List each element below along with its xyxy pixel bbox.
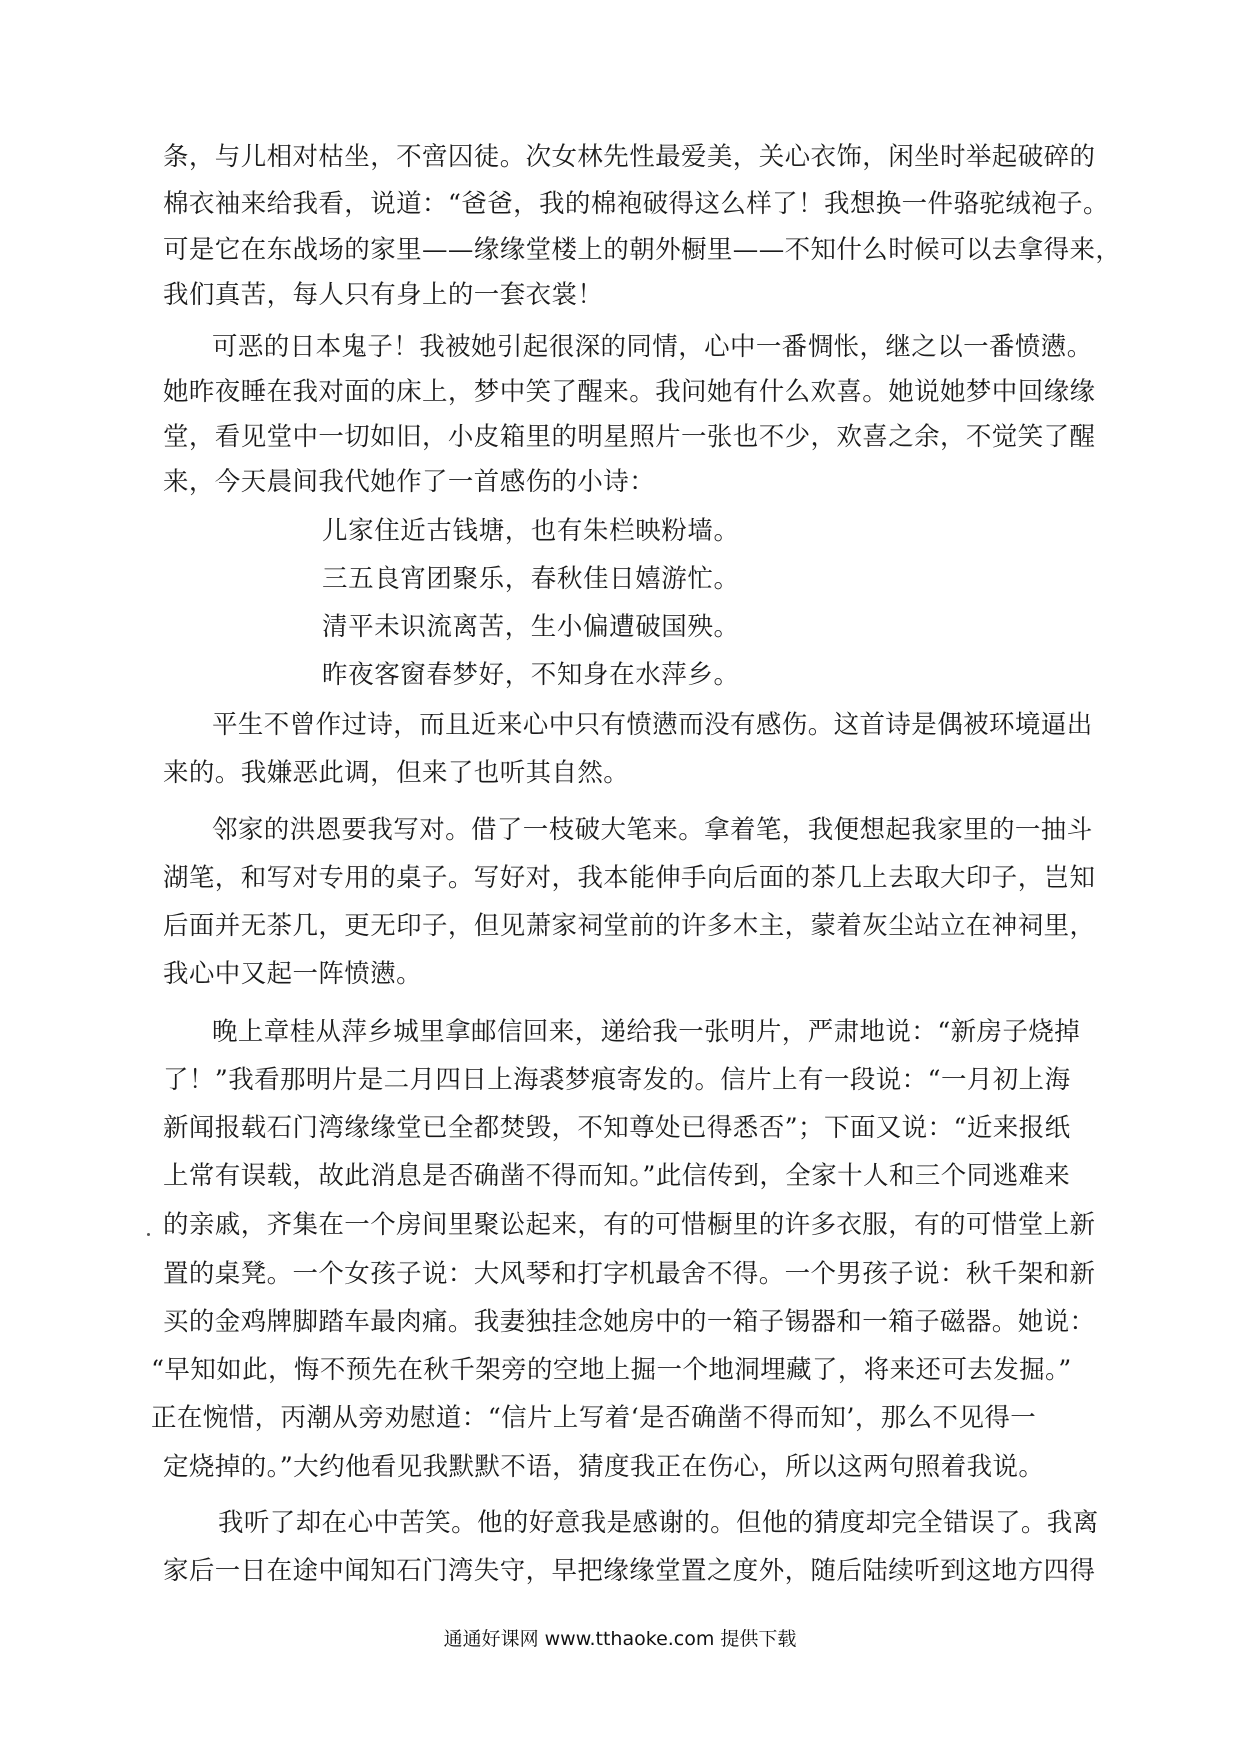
text-line: 堂，看见堂中一切如旧，小皮箱里的明星照片一张也不少，欢喜之余，不觉笑了醒 — [163, 422, 1096, 452]
text-line: 晚上章桂从萍乡城里拿邮信回来，递给我一张明片，严肃地说：“新房子烧掉 — [212, 1017, 1081, 1047]
text-line: 棉衣袖来给我看，说道：“爸爸，我的棉袍破得这么样了！我想换一件骆驼绒袍子。 — [163, 189, 1109, 219]
text-line: 可恶的日本鬼子！我被她引起很深的同情，心中一番惆怅，继之以一番愤懑。 — [212, 332, 1093, 362]
text-line: 邻家的洪恩要我写对。借了一枝破大笔来。拿着笔，我便想起我家里的一抽斗 — [212, 815, 1093, 845]
text-line: 我听了却在心中苦笑。他的好意我是感谢的。但他的猜度却完全错误了。我离 — [218, 1508, 1099, 1538]
scan-speck — [147, 1233, 150, 1236]
text-line: 来，今天晨间我代她作了一首感伤的小诗： — [163, 467, 656, 497]
text-line: 置的桌凳。一个女孩子说：大风琴和打字机最舍不得。一个男孩子说：秋千架和新 — [163, 1259, 1096, 1289]
text-line: 我心中又起一阵愤懑。 — [163, 959, 423, 989]
text-line: “早知如此，悔不预先在秋千架旁的空地上掘一个地洞埋藏了，将来还可去发掘。” — [151, 1355, 1072, 1385]
text-line: 新闻报载石门湾缘缘堂已全都焚毁，不知尊处已得悉否”；下面又说：“近来报纸 — [163, 1113, 1071, 1143]
text-line: 后面并无茶几，更无印子，但见萧家祠堂前的许多木主，蒙着灰尘站立在神祠里， — [163, 911, 1096, 941]
text-line: 定烧掉的。”大约他看见我默默不语，猜度我正在伤心，所以这两句照着我说。 — [163, 1452, 1045, 1482]
text-line: 了！”我看那明片是二月四日上海裘梦痕寄发的。信片上有一段说：“一月初上海 — [163, 1065, 1071, 1095]
text-line: 湖笔，和写对专用的桌子。写好对，我本能伸手向后面的茶几上去取大印子，岂知 — [163, 863, 1096, 893]
text-line: 正在惋惜，丙潮从旁劝慰道：“信片上写着‘是否确凿不得而知’，那么不见得一 — [151, 1403, 1037, 1433]
text-line: 条，与儿相对枯坐，不啻囚徒。次女林先性最爱美，关心衣饰，闲坐时举起破碎的 — [163, 142, 1096, 172]
text-line: 我们真苦，每人只有身上的一套衣裳！ — [163, 280, 604, 310]
text-line: 来的。我嫌恶此调，但来了也听其自然。 — [163, 758, 630, 788]
text-line: 的亲戚，齐集在一个房间里聚讼起来，有的可惜橱里的许多衣服，有的可惜堂上新 — [163, 1210, 1096, 1240]
text-line: 上常有误载，故此消息是否确凿不得而知。”此信传到，全家十人和三个同逃难来 — [163, 1161, 1071, 1191]
text-line: 家后一日在途中闻知石门湾失守，早把缘缘堂置之度外，随后陆续听到这地方四得 — [163, 1556, 1096, 1586]
text-line: 买的金鸡牌脚踏车最肉痛。我妻独挂念她房中的一箱子锡器和一箱子磁器。她说： — [163, 1307, 1096, 1337]
text-line: 可是它在东战场的家里——缘缘堂楼上的朝外橱里——不知什么时候可以去拿得来， — [163, 235, 1122, 265]
poem-line: 儿家住近古钱塘，也有朱栏映粉墙。 — [322, 516, 740, 546]
poem-line: 三五良宵团聚乐，春秋佳日嬉游忙。 — [322, 564, 740, 594]
poem-line: 清平未识流离苦，生小偏遭破国殃。 — [322, 612, 740, 642]
text-line: 平生不曾作过诗，而且近来心中只有愤懑而没有感伤。这首诗是偶被环境逼出 — [212, 710, 1093, 740]
page-footer: 通通好课网 www.tthaoke.com 提供下载 — [443, 1628, 797, 1650]
text-line: 她昨夜睡在我对面的床上，梦中笑了醒来。我问她有什么欢喜。她说她梦中回缘缘 — [163, 377, 1096, 407]
poem-line: 昨夜客窗春梦好，不知身在水萍乡。 — [322, 660, 740, 690]
